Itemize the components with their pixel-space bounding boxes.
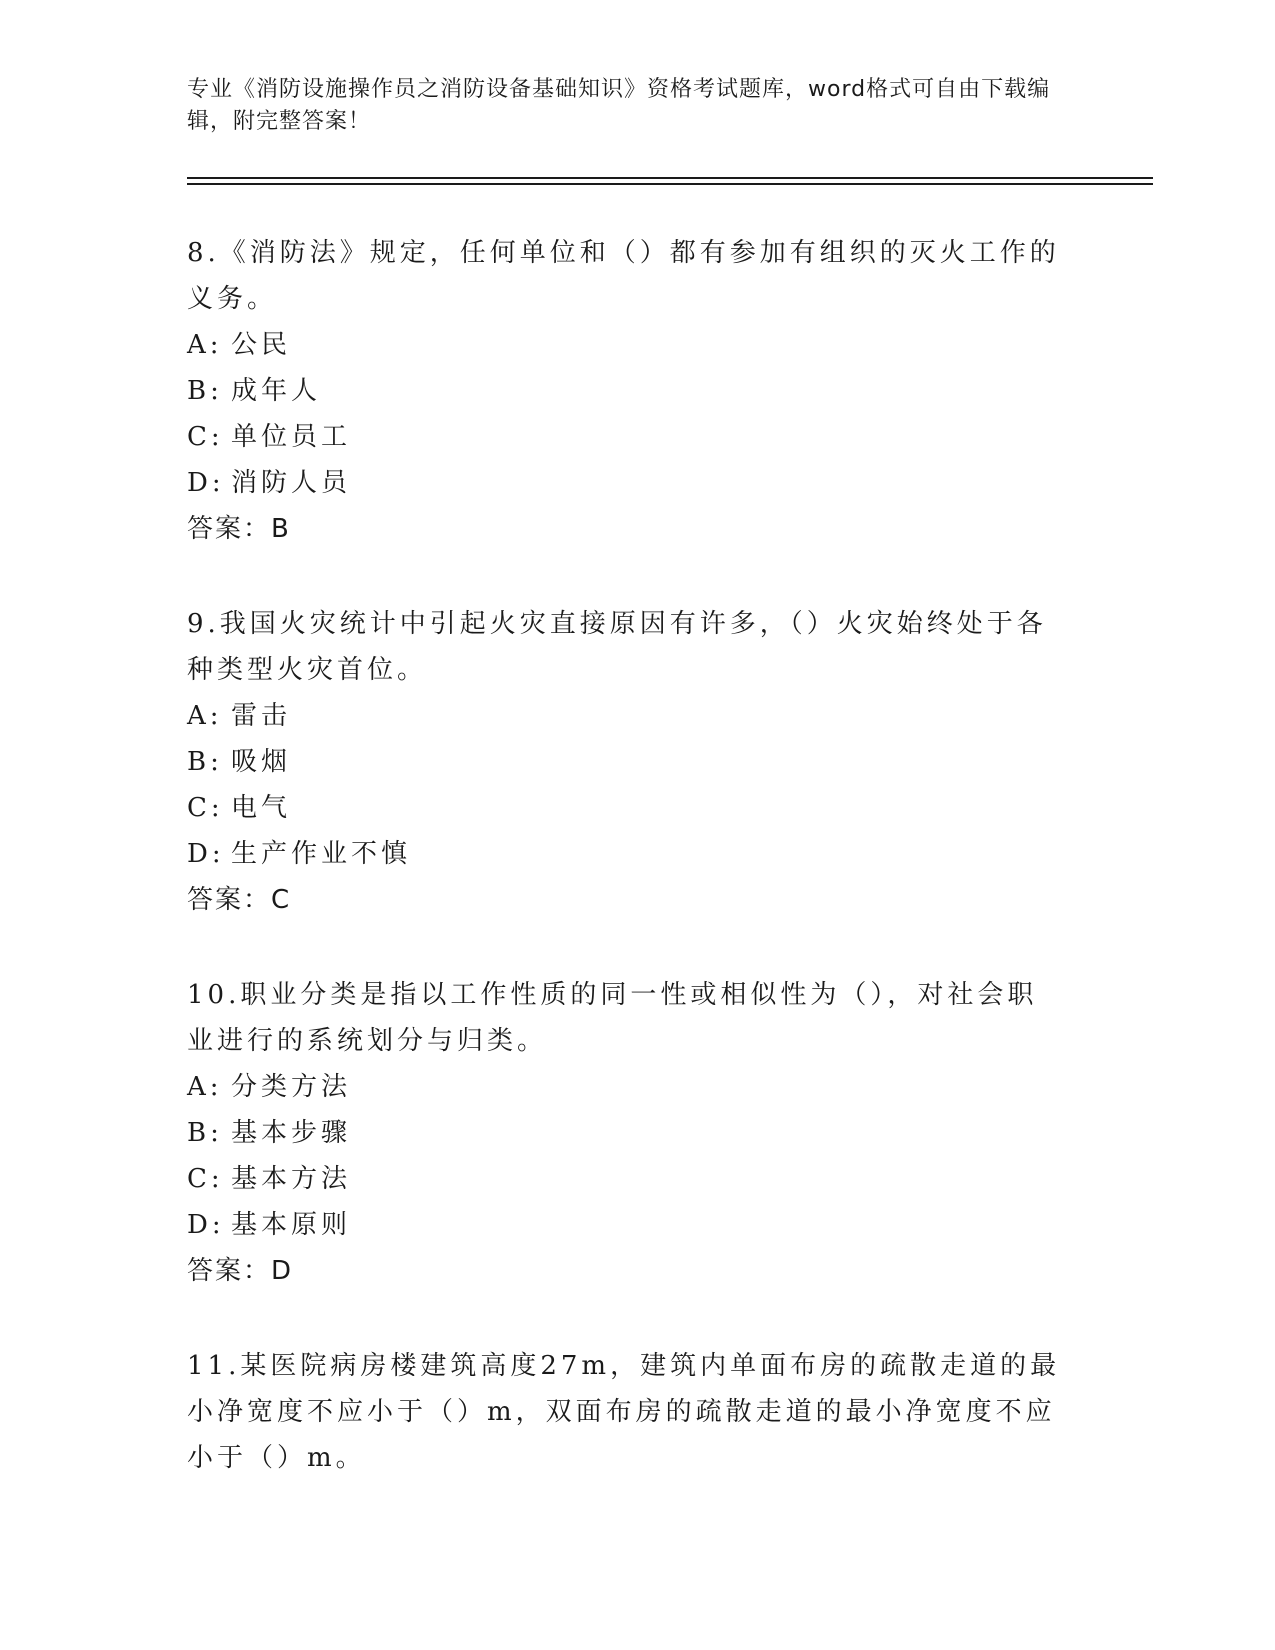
- document-header: 专业《消防设施操作员之消防设备基础知识》资格考试题库，word格式可自由下载编辑，附完整答案！: [187, 77, 1051, 134]
- option-b: [187, 368, 1067, 414]
- question-10: [187, 972, 1067, 1294]
- option-text: 雷击: [231, 701, 292, 731]
- option-key: D:: [187, 1210, 225, 1240]
- option-c: [187, 1156, 1067, 1202]
- option-text: 成年人: [231, 376, 322, 406]
- option-text: 电气: [231, 793, 292, 823]
- question-text: 9.我国火灾统计中引起火灾直接原因有许多，（）火灾始终处于各种类型火灾首位。: [187, 609, 1047, 685]
- answer-text: 答案：B: [187, 514, 291, 544]
- option-key: B:: [187, 376, 223, 406]
- question-list: [187, 230, 1067, 1530]
- option-text: 单位员工: [231, 422, 352, 452]
- option-key: C:: [187, 1164, 224, 1194]
- option-key: C:: [187, 422, 224, 452]
- option-a: [187, 693, 1067, 739]
- answer-text: 答案：C: [187, 885, 292, 915]
- option-a: [187, 1064, 1067, 1110]
- option-text: 基本步骤: [231, 1118, 352, 1148]
- option-text: 消防人员: [231, 468, 352, 498]
- option-c: [187, 414, 1067, 460]
- option-key: A:: [187, 701, 223, 731]
- option-key: B:: [187, 1118, 223, 1148]
- question-text: 10.职业分类是指以工作性质的同一性或相似性为（），对社会职业进行的系统划分与归类。: [187, 980, 1038, 1056]
- option-text: 基本原则: [231, 1210, 352, 1240]
- option-text: 基本方法: [231, 1164, 352, 1194]
- option-text: 吸烟: [231, 747, 292, 777]
- option-b: [187, 1110, 1067, 1156]
- option-d: [187, 460, 1067, 506]
- option-d: [187, 831, 1067, 877]
- question-8: [187, 230, 1067, 552]
- option-key: B:: [187, 747, 223, 777]
- option-d: [187, 1202, 1067, 1248]
- header-divider-bottom: [187, 183, 1153, 185]
- option-text: 公民: [231, 330, 292, 360]
- question-9: [187, 601, 1067, 923]
- option-key: D:: [187, 839, 225, 869]
- option-key: A:: [187, 330, 223, 360]
- question-text: 11.某医院病房楼建筑高度27m，建筑内单面布房的疏散走道的最小净宽度不应小于（）m，双面布房的疏散走道的最小净宽度不应小于（）m。: [187, 1351, 1061, 1473]
- answer-text: 答案：D: [187, 1256, 294, 1286]
- question-11: [187, 1343, 1067, 1481]
- option-text: 生产作业不慎: [231, 839, 412, 869]
- option-a: [187, 322, 1067, 368]
- question-text: 8.《消防法》规定，任何单位和（）都有参加有组织的灭火工作的义务。: [187, 238, 1060, 314]
- option-c: [187, 785, 1067, 831]
- option-text: 分类方法: [231, 1072, 352, 1102]
- header-divider-top: [187, 177, 1153, 179]
- option-key: D:: [187, 468, 225, 498]
- option-key: A:: [187, 1072, 223, 1102]
- option-b: [187, 739, 1067, 785]
- option-key: C:: [187, 793, 224, 823]
